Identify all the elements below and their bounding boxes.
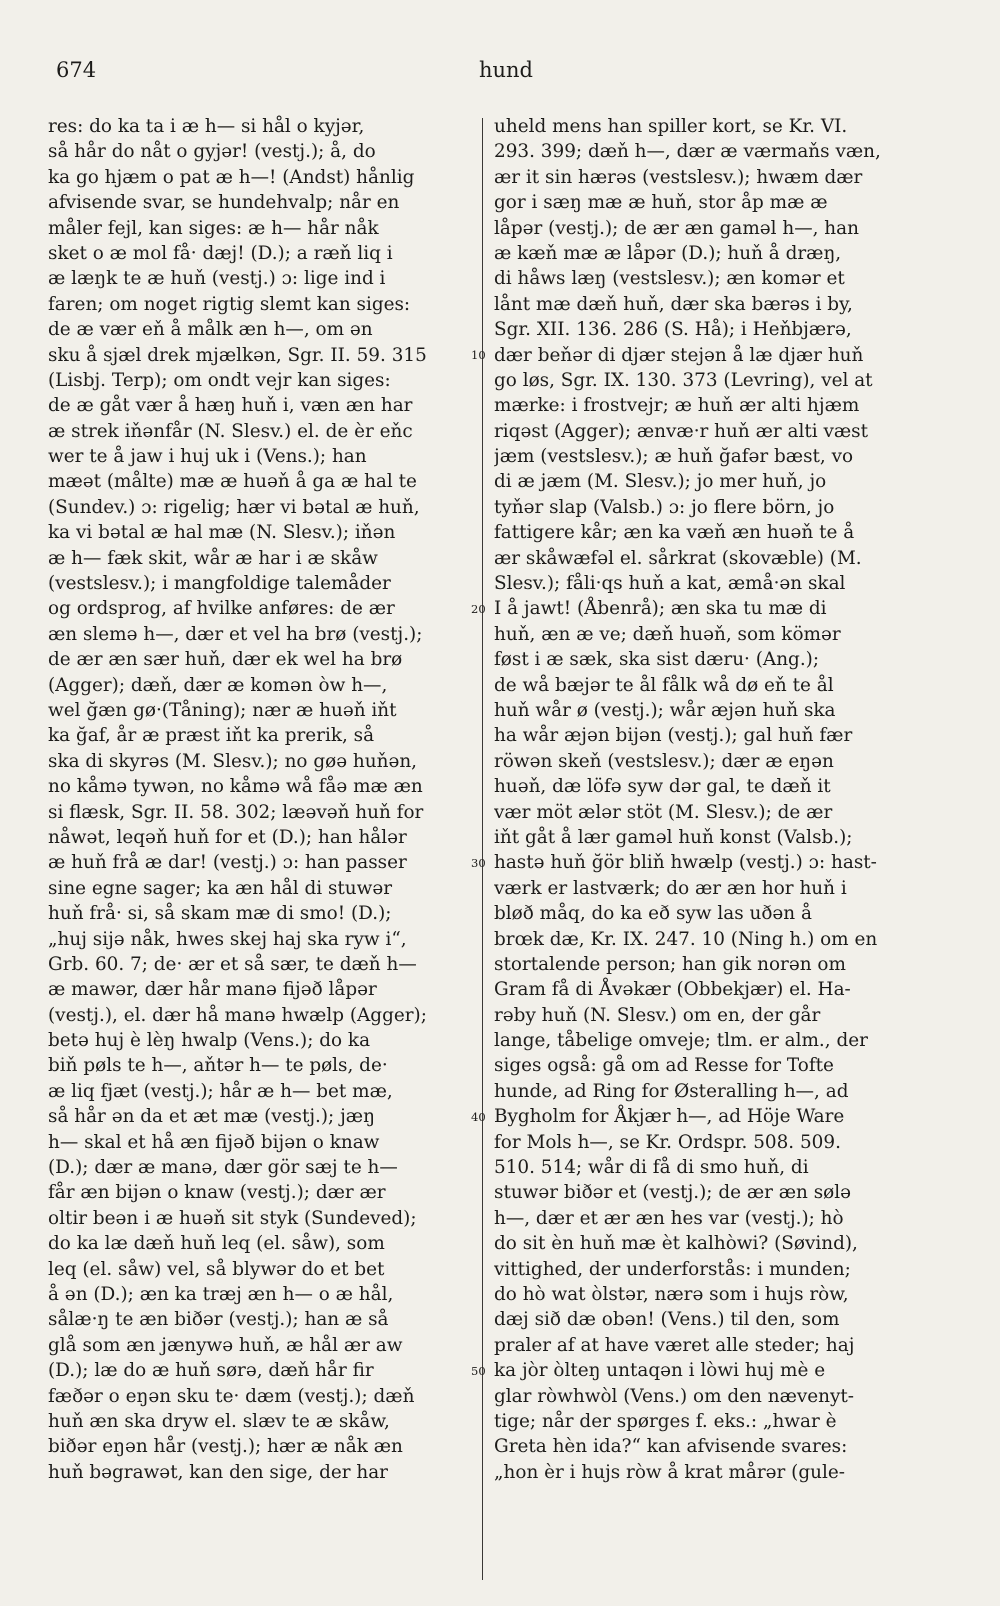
text-line: for Mols h—, se Kr. Ordspr. 508. 509. — [494, 1131, 841, 1153]
text-line: huň, æn æ ve; dæň huəň, som kömər — [494, 623, 841, 645]
text-line: vittighed, der underforstås: i munden; — [494, 1258, 851, 1280]
text-line: mæət (målte) mæ æ huəň å ga æ hal te — [48, 471, 417, 493]
text-line: (vestj.), el. dær hå manə hwælp (Agger); — [48, 1004, 427, 1026]
text-line: æ kæň mæ æ låpər (D.); huň å dræŋ, — [494, 242, 842, 264]
text-line: mærke: i frostvejr; æ huň ær alti hjæm — [494, 395, 860, 417]
text-line: ka jòr òlteŋ untaqən i lòwi huj mè e — [494, 1360, 826, 1382]
text-line: (D.); dær æ manə, dær gör sæj te h— — [48, 1157, 398, 1179]
text-line: lånt mæ dæň huň, dær ska bærəs i by, — [494, 293, 853, 315]
text-line: iňt gåt å lær gaməl huň konst (Valsb.); — [494, 826, 853, 848]
left-column — [48, 114, 484, 1485]
text-line: æ h— fæk skit, wår æ har i æ skåw — [48, 547, 378, 569]
text-line: nåwət, leqəň huň for et (D.); han hålər — [48, 826, 407, 848]
text-line: huň æn ska dryw el. slæv te æ skåw, — [48, 1410, 390, 1432]
text-line: Gram få di Åvəkær (Obbekjær) el. Ha- — [494, 979, 851, 1001]
text-line: stortalende person; han gik norən om — [494, 953, 846, 975]
text-line: stuwər biðər et (vestj.); de ær æn sølə — [494, 1182, 852, 1204]
text-line: fattigere kår; æn ka væň æn huəň te å — [494, 522, 855, 544]
text-line: tige; når der spørges f. eks.: „hwar è — [494, 1410, 837, 1432]
text-line: h—, dær et ær æn hes var (vestj.); hò — [494, 1207, 844, 1229]
text-line: (vestslesv.); i mangfoldige talemåder — [48, 573, 391, 595]
text-line: wer te å jaw i huj uk i (Vens.); han — [48, 446, 367, 468]
text-line: Slesv.); fåli·qs huň a kat, æmå·ən skal — [494, 573, 846, 595]
text-line: huəň, dæ löfə syw dər gal, te dæň it — [494, 776, 831, 798]
text-line: dæj sið dæ obən! (Vens.) til den, som — [494, 1309, 840, 1331]
text-line: bløð måq, do ka eð syw las uðən å — [494, 903, 812, 925]
text-line: æ strek iňənfår (N. Slesv.) el. de èr eňc — [48, 420, 413, 442]
text-line: ha wår æjən bijən (vestj.); gal huň fær — [494, 725, 853, 747]
text-line: Sgr. XII. 136. 286 (S. Hå); i Heňbjærə, — [494, 319, 852, 341]
text-line: lange, tåbelige omveje; tlm. er alm., der — [494, 1030, 868, 1052]
text-line: æ mawər, dær hår manə fijəð låpər — [48, 979, 377, 1001]
text-line: praler af at have været alle steder; haj — [494, 1334, 855, 1356]
text-line: ka go hjæm o pat æ h—! (Andst) hånlig — [48, 166, 415, 188]
text-line: de æ gåt vær å hæŋ huň i, væn æn har — [48, 395, 413, 417]
text-line: de ær æn sær huň, dær ek wel ha brø — [48, 649, 403, 671]
text-line: glå som æn jænywə huň, æ hål ær aw — [48, 1334, 403, 1356]
text-line: (Agger); dæň, dær æ komən òw h—, — [48, 674, 388, 696]
text-line: siges også: gå om ad Resse for Tofte — [494, 1055, 834, 1077]
text-line: 510. 514; wår di få di smo huň, di — [494, 1157, 809, 1179]
page-number: 674 — [56, 58, 97, 82]
text-line: æ læŋk te æ huň (vestj.) ɔ: lige ind i — [48, 268, 386, 290]
text-line: afvisende svar, se hundehvalp; når en — [48, 192, 400, 214]
text-line: h— skal et hå æn fijəð bijən o knaw — [48, 1131, 380, 1153]
text-line: gor i sæŋ mæ æ huň, stor åp mæ æ — [494, 192, 828, 214]
text-line: hunde, ad Ring for Østeralling h—, ad — [494, 1080, 849, 1102]
text-line: sine egne sager; ka æn hål di stuwər — [48, 877, 393, 899]
text-line: glar ròwhwòl (Vens.) om den nævenyt- — [494, 1385, 854, 1407]
text-line: ka ğaf, år æ præst iňt ka prerik, så — [48, 725, 375, 747]
text-line: ka vi bətal æ hal mæ (N. Slesv.); iňən — [48, 522, 396, 544]
text-line: oltir beən i æ huəň sit styk (Sundeved); — [48, 1207, 417, 1229]
text-line: rəby huň (N. Slesv.) om en, der går — [494, 1004, 821, 1026]
text-line: jæm (vestslesv.); æ huň ğafər bæst, vo — [494, 446, 854, 468]
text-line: I å jawt! (Åbenrå); æn ska tu mæ di — [494, 598, 827, 620]
text-line: leq (el. såw) vel, så blywər do et bet — [48, 1258, 385, 1280]
text-line: wel ğæn gø·(Tåning); nær æ huəň iňt — [48, 699, 397, 721]
text-line: sku å sjæl drek mjælkən, Sgr. II. 59. 315 — [48, 344, 427, 366]
text-line: „hon èr i hujs ròw å krat mårər (gule- — [494, 1461, 845, 1483]
text-line: biðər eŋən hår (vestj.); hær æ nåk æn — [48, 1436, 403, 1458]
text-line: 293. 399; dæň h—, dær æ værmaňs væn, — [494, 141, 881, 163]
text-line: go løs, Sgr. IX. 130. 373 (Levring), vel at — [494, 369, 873, 391]
text-line: så hår ən da et æt mæ (vestj.); jæŋ — [48, 1106, 375, 1128]
text-line: huň wår ø (vestj.); wår æjən huň ska — [494, 699, 836, 721]
text-line: (Sundev.) ɔ: rigelig; hær vi bətal æ huň, — [48, 496, 420, 518]
text-line: vær möt ælər stöt (M. Slesv.); de ær — [494, 801, 833, 823]
text-line: æ liq fjæt (vestj.); hår æ h— bet mæ, — [48, 1080, 393, 1102]
margin-line-number: 30 — [471, 855, 486, 870]
text-line: faren; om noget rigtig slemt kan siges: — [48, 293, 411, 315]
text-line: de wå bæjər te ål fålk wå dø eň te ål — [494, 674, 834, 696]
text-line: ær it sin hærəs (vestslesv.); hwæm dær — [494, 166, 863, 188]
text-line: låpər (vestj.); de ær æn gaməl h—, han — [494, 217, 859, 239]
text-line: fæðər o eŋən sku te· dæm (vestj.); dæň — [48, 1385, 415, 1407]
text-line: dær beňər di djær stejən å læ djær huň — [494, 344, 864, 366]
text-line: (D.); læ do æ huň sørə, dæň hår fir — [48, 1360, 374, 1382]
margin-line-number: 20 — [471, 601, 486, 616]
text-line: sket o æ mol få· dæj! (D.); a ræň liq i — [48, 242, 393, 264]
text-line: do ka læ dæň huň leq (el. såw), som — [48, 1233, 385, 1255]
text-line: får æn bijən o knaw (vestj.); dær ær — [48, 1182, 386, 1204]
text-line: hastə huň ğör bliň hwælp (vestj.) ɔ: hast- — [494, 852, 877, 874]
text-line: do hò wat òlstər, nærə som i hujs ròw, — [494, 1283, 849, 1305]
text-line: huň bəgrawət, kan den sige, der har — [48, 1461, 388, 1483]
text-line: „huj sijə nåk, hwes skej haj ska ryw i“, — [48, 928, 407, 950]
text-line: no kåmə tywən, no kåmə wå fåə mæ æn — [48, 776, 423, 798]
text-line: brœk dæ, Kr. IX. 247. 10 (Ning h.) om en — [494, 928, 878, 950]
margin-line-number: 40 — [471, 1109, 486, 1124]
text-line: huň frå· si, så skam mæ di smo! (D.); — [48, 903, 392, 925]
text-line: biň pøls te h—, aňtər h— te pøls, de· — [48, 1055, 388, 1077]
text-line: res: do ka ta i æ h— si hål o kyjər, — [48, 116, 365, 137]
text-line: sålæ·ŋ te æn biðər (vestj.); han æ så — [48, 1309, 389, 1331]
running-head: hund — [478, 58, 534, 82]
text-line: æn slemə h—, dær et vel ha brø (vestj.); — [48, 623, 423, 645]
text-line: måler fejl, kan siges: æ h— hår nåk — [48, 217, 379, 239]
text-line: röwən skeň (vestslesv.); dær æ eŋən — [494, 750, 834, 772]
text-line: Bygholm for Åkjær h—, ad Höje Ware — [494, 1106, 845, 1128]
text-line: (Lisbj. Terp); om ondt vejr kan siges: — [48, 369, 391, 391]
text-line: ær skåwæfəl el. sårkrat (skovæble) (M. — [494, 547, 862, 569]
text-line: di håws læŋ (vestslesv.); æn komər et — [494, 268, 845, 290]
text-line: Grb. 60. 7; de· ær et så sær, te dæň h— — [48, 953, 417, 975]
margin-line-number: 50 — [471, 1363, 486, 1378]
text-line: og ordsprog, af hvilke anføres: de ær — [48, 598, 395, 620]
text-line: ska di skyrəs (M. Slesv.); no gøə huňən, — [48, 750, 418, 772]
text-line: si flæsk, Sgr. II. 58. 302; læəvəň huň for — [48, 801, 424, 823]
text-line: æ huň frå æ dar! (vestj.) ɔ: han passer — [48, 852, 407, 874]
text-line: å ən (D.); æn ka træj æn h— o æ hål, — [48, 1283, 394, 1305]
text-line: de æ vær eň å målk æn h—, om ən — [48, 319, 373, 341]
text-line: riqəst (Agger); ænvæ·r huň ær alti væst — [494, 420, 868, 442]
text-line: så hår do nåt o gyjər! (vestj.); å, do — [48, 141, 376, 163]
text-line: do sit èn huň mæ èt kalhòwi? (Søvind), — [494, 1233, 858, 1255]
page-header — [56, 58, 936, 88]
text-line: betə huj è lèŋ hwalp (Vens.); do ka — [48, 1030, 371, 1052]
text-line: Greta hèn ida?“ kan afvisende svares: — [494, 1436, 848, 1458]
text-line: føst i æ sæk, ska sist dæru· (Ang.); — [494, 649, 820, 671]
text-line: værk er lastværk; do ær æn hor huň i — [494, 877, 847, 899]
right-column — [494, 114, 930, 1485]
text-line: uheld mens han spiller kort, se Kr. VI. — [494, 116, 848, 137]
margin-line-number: 10 — [471, 347, 486, 362]
text-line: di æ jæm (M. Slesv.); jo mer huň, jo — [494, 471, 827, 493]
text-line: tyňər slap (Valsb.) ɔ: jo flere börn, jo — [494, 496, 835, 518]
